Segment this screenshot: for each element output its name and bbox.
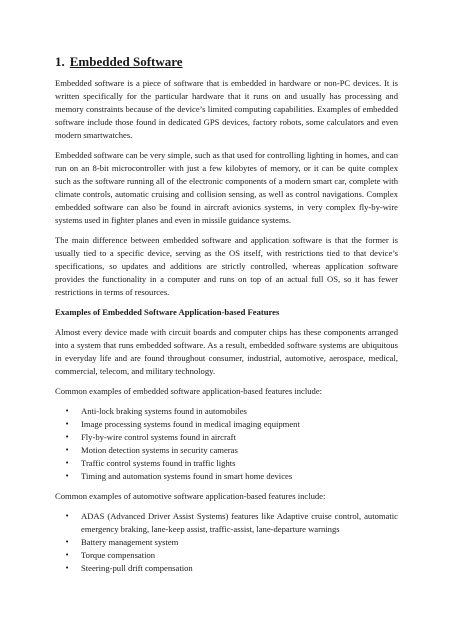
embedded-features-list [55, 405, 398, 483]
list-item [65, 457, 398, 470]
automotive-features-list [55, 510, 398, 575]
list-item-text: Torque compensation [81, 550, 156, 560]
list-item-text: ADAS (Advanced Driver Assist Systems) features like Adaptive cruise control, automatic emergency braking, lane-keep assist, traffic-assist, lane-departure warnings [81, 511, 398, 534]
bullet-icon: • [65, 433, 70, 441]
list-item [65, 418, 398, 431]
section-title: Embedded Software [69, 54, 183, 69]
list-item [65, 431, 398, 444]
list-item-text: Fly-by-wire control systems found in aircraft [81, 432, 236, 442]
bullet-icon: • [65, 472, 70, 480]
paragraph-difference: The main difference between embedded software and application software is that the former is usually tied to a specific device, serving as the OS itself, with restrictions tied to that device’s specifications, so updates and additions are strictly controlled, whereas application software provides the functionality in a computer and runs on top of an actual full OS, so it has fewer restrictions in terms of resources. [55, 235, 398, 297]
list-item [65, 510, 398, 536]
list-item [65, 470, 398, 483]
section-heading [55, 54, 398, 70]
paragraph-ubiquity: Almost every device made with circuit boards and computer chips has these components arranged into a system that runs embedded software. As a result, embedded software systems are ubiquitous in everyday life and are found throughout consumer, industrial, automotive, aerospace, medical, commercial, telecom, and military technology. [55, 327, 398, 376]
list-item-text: Timing and automation systems found in smart home devices [81, 471, 293, 481]
bullet-icon: • [65, 446, 70, 454]
list-item [65, 405, 398, 418]
bullet-icon: • [65, 538, 70, 546]
list-item [65, 536, 398, 549]
bullet-icon: • [65, 551, 70, 559]
section-number: 1. [55, 54, 65, 69]
list-item [65, 444, 398, 457]
list-item-text: Traffic control systems found in traffic lights [81, 458, 236, 468]
document-page [55, 54, 398, 582]
list-item [65, 562, 398, 575]
bullet-icon: • [65, 420, 70, 428]
list-item-text: Image processing systems found in medical imaging equipment [81, 419, 300, 429]
paragraph-complexity: Embedded software can be very simple, such as that used for controlling lighting in homes, and can run on an 8-bit microcontroller with just a few kilobytes of memory, or it can be quite complex such as the software running all of the electronic components of a modern smart car, complete with climate controls, automatic cruising and collision sensing, as well as control navigations. Complex embedded software can also be found in aircraft avionics systems, in very complex fly-by-wire systems used in fighter planes and even in missile guidance systems. [55, 150, 398, 225]
list-item [65, 549, 398, 562]
list-item-text: Motion detection systems in security cameras [81, 445, 238, 455]
bullet-icon: • [65, 564, 70, 572]
paragraph-definition: Embedded software is a piece of software that is embedded in hardware or non-PC devices. It is written specifically for the particular hardware that it runs on and usually has processing and memory constraints because of the device’s limited computing capabilities. Examples of embedded software include those found in dedicated GPS devices, factory robots, some calculators and even modern smartwatches. [55, 78, 398, 140]
paragraph-embedded-intro: Common examples of embedded software application-based features include: [55, 386, 323, 396]
bullet-icon: • [65, 459, 70, 467]
paragraph-automotive-intro: Common examples of automotive software application-based features include: [55, 491, 326, 501]
bullet-icon: • [65, 512, 70, 520]
subheading-examples: Examples of Embedded Software Application-based Features [55, 307, 280, 317]
list-item-text: Battery management system [81, 537, 179, 547]
list-item-text: Anti-lock braking systems found in automobiles [81, 406, 247, 416]
bullet-icon: • [65, 407, 70, 415]
list-item-text: Steering-pull drift compensation [81, 563, 193, 573]
